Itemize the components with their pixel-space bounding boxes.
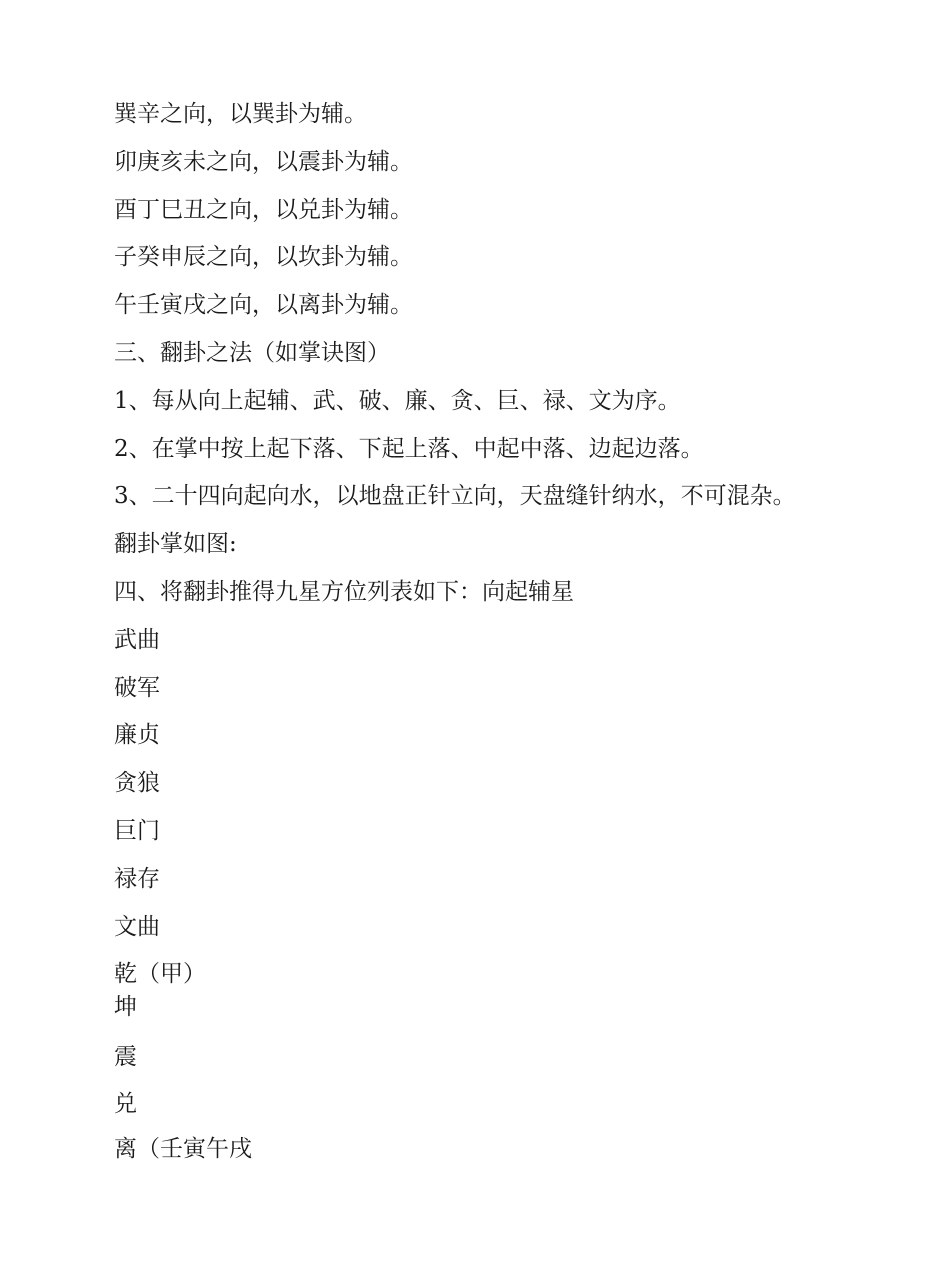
list-item-3: 3、二十四向起向水，以地盘正针立向，天盘缝针纳水，不可混杂。 — [114, 483, 796, 509]
star-name-wuqu: 武曲 — [114, 627, 160, 653]
text-line-2: 卯庚亥未之向，以震卦为辅。 — [114, 149, 413, 175]
star-name-lianzhen: 廉贞 — [114, 722, 160, 748]
section-heading-3: 三、翻卦之法（如掌诀图） — [114, 340, 390, 366]
star-name-tanlang: 贪狼 — [114, 770, 160, 796]
list-item-2: 2、在掌中按上起下落、下起上落、中起中落、边起边落。 — [114, 436, 704, 462]
star-name-pojun: 破军 — [114, 675, 160, 701]
list-item-1: 1、每从向上起辅、武、破、廉、贪、巨、禄、文为序。 — [114, 388, 681, 414]
text-line-4: 子癸申辰之向，以坎卦为辅。 — [114, 244, 413, 270]
star-name-lucun: 禄存 — [114, 866, 160, 892]
section-heading-4: 四、将翻卦推得九星方位列表如下：向起辅星 — [114, 579, 574, 605]
trigram-kun: 坤 — [114, 994, 137, 1020]
trigram-zhen: 震 — [114, 1044, 137, 1070]
star-name-jumen: 巨门 — [114, 818, 160, 844]
text-line-5: 午壬寅戌之向，以离卦为辅。 — [114, 292, 413, 318]
trigram-dui: 兑 — [114, 1091, 137, 1117]
trigram-qian: 乾（甲） — [114, 961, 206, 987]
trigram-li: 离（壬寅午戌 — [114, 1136, 252, 1162]
star-name-wenqu: 文曲 — [114, 914, 160, 940]
text-line-1: 巽辛之向，以巽卦为辅。 — [114, 101, 367, 127]
figure-caption: 翻卦掌如图: — [114, 531, 237, 557]
text-line-3: 酉丁巳丑之向，以兑卦为辅。 — [114, 197, 413, 223]
